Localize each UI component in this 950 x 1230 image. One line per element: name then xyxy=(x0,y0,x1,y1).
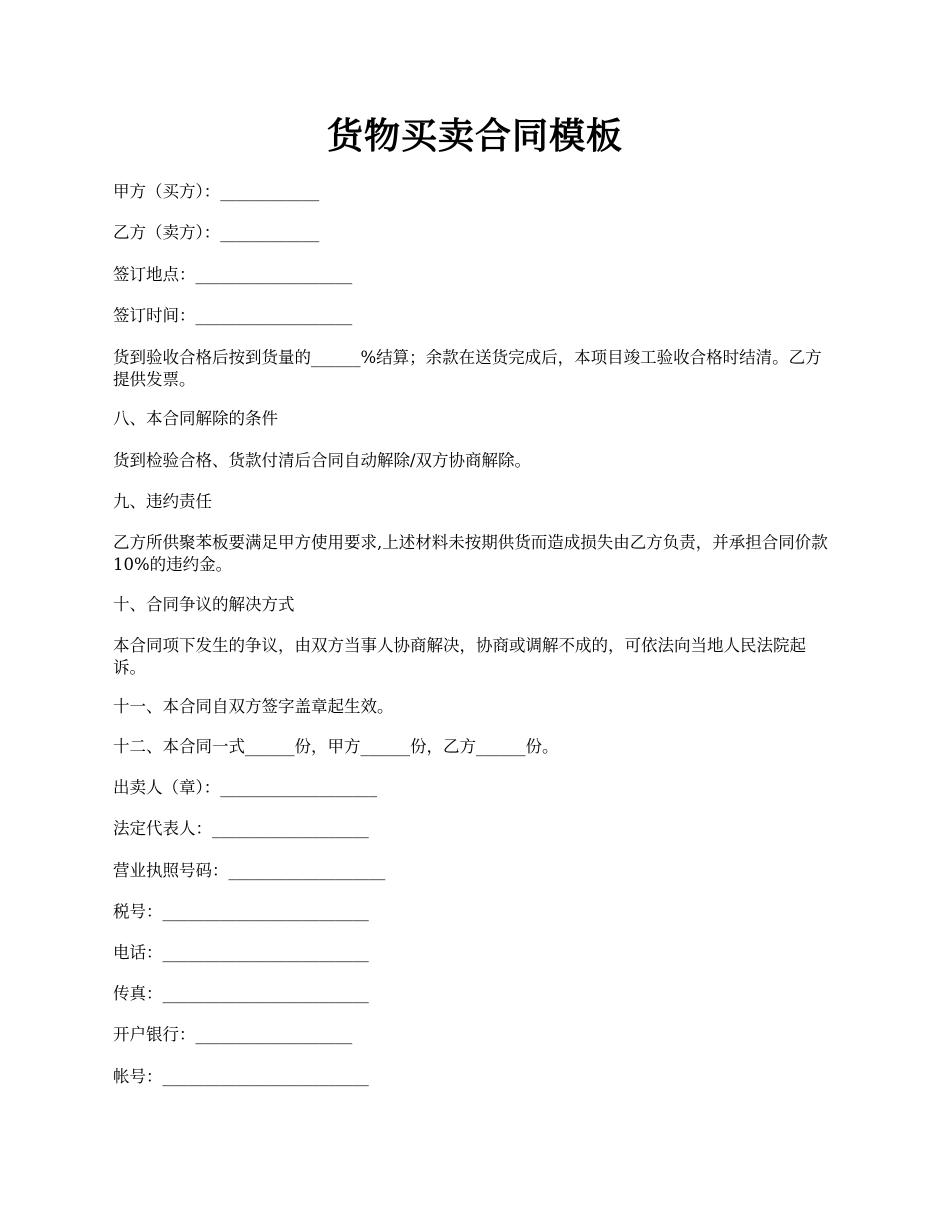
seller-seal-line: 出卖人（章）：___________________ xyxy=(113,778,377,797)
party-b-seller-line: 乙方（卖方）：____________ xyxy=(113,223,320,242)
section-8-text: 货到检验合格、货款付清后合同自动解除/双方协商解除。 xyxy=(113,451,532,470)
section-8-heading: 八、本合同解除的条件 xyxy=(113,409,278,428)
business-license-line: 营业执照号码：___________________ xyxy=(113,861,386,880)
section-10-text: 本合同项下发生的争议，由双方当事人协商解决，协商或调解不成的，可依法向当地人民法院起诉。 xyxy=(113,636,806,677)
phone-line: 电话：_________________________ xyxy=(113,943,369,962)
tax-number-line: 税号：_________________________ xyxy=(113,902,369,921)
section-10-heading: 十、合同争议的解决方式 xyxy=(113,595,295,614)
section-9-text: 乙方所供聚苯板要满足甲方使用要求,上述材料未按期供货而造成损失由乙方负责，并承担合同价款 10%的违约金。 xyxy=(113,533,828,574)
section-12-text: 十二、本合同一式______份，甲方______份，乙方______份。 xyxy=(113,737,559,756)
signing-place-line: 签订地点：___________________ xyxy=(113,265,353,284)
legal-representative-line: 法定代表人：___________________ xyxy=(113,819,369,838)
account-number-line: 帐号：_________________________ xyxy=(113,1067,369,1086)
section-9-heading: 九、违约责任 xyxy=(113,492,212,511)
document-title: 货物买卖合同模板 xyxy=(326,115,623,157)
signing-time-line: 签订时间：___________________ xyxy=(113,306,353,325)
bank-line: 开户银行：___________________ xyxy=(113,1025,353,1044)
settlement-clause: 货到验收合格后按到货量的______%结算；余款在送货完成后，本项目竣工验收合格时结清。乙方提供发票。 xyxy=(113,348,822,389)
party-a-buyer-line: 甲方（买方）：____________ xyxy=(113,182,320,201)
fax-line: 传真：_________________________ xyxy=(113,984,369,1003)
section-11-text: 十一、本合同自双方签字盖章起生效。 xyxy=(113,697,394,716)
